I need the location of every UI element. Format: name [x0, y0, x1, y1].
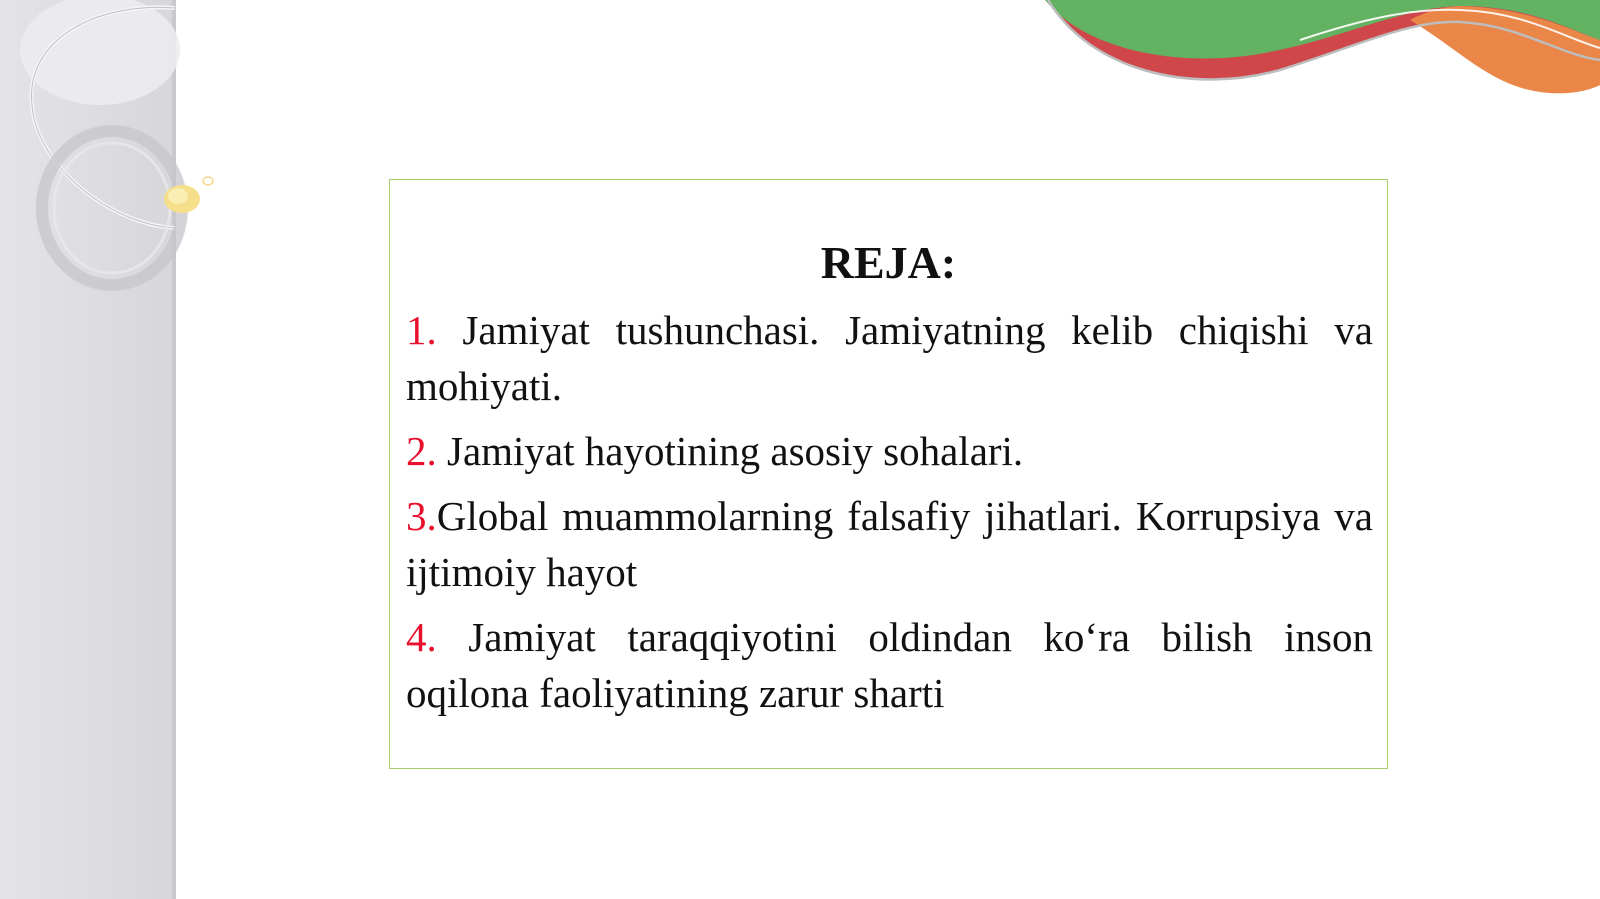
- plan-item-text: Global muammolarning falsafiy jihatlari. Korrupsiya va ijtimoiy hayot: [406, 493, 1373, 595]
- plan-content-box: [389, 179, 1388, 769]
- plan-item-text: Jamiyat tushunchasi. Jamiyatning kelib chiqishi va mohiyati.: [406, 307, 1373, 409]
- plan-item-text: Jamiyat taraqqiyotini oldindan ko‘ra bilish inson oqilona faoliyatining zarur sharti: [406, 614, 1373, 716]
- plan-item-3: [406, 488, 1373, 600]
- plan-list: [406, 302, 1373, 730]
- plan-item-4: [406, 609, 1373, 721]
- plan-item-number: 1.: [406, 307, 437, 353]
- plan-item-number: 4.: [406, 614, 437, 660]
- wave-decoration: [1030, 0, 1600, 100]
- plan-item-text: Jamiyat hayotining asosiy sohalari.: [436, 428, 1024, 474]
- plan-item-number: 3.: [406, 493, 437, 539]
- plan-item-1: [406, 302, 1373, 414]
- left-side-panel: [0, 0, 176, 899]
- slide-title: REJA:: [820, 237, 957, 288]
- plan-item-2: [406, 423, 1373, 479]
- plan-item-number: 2.: [406, 428, 437, 474]
